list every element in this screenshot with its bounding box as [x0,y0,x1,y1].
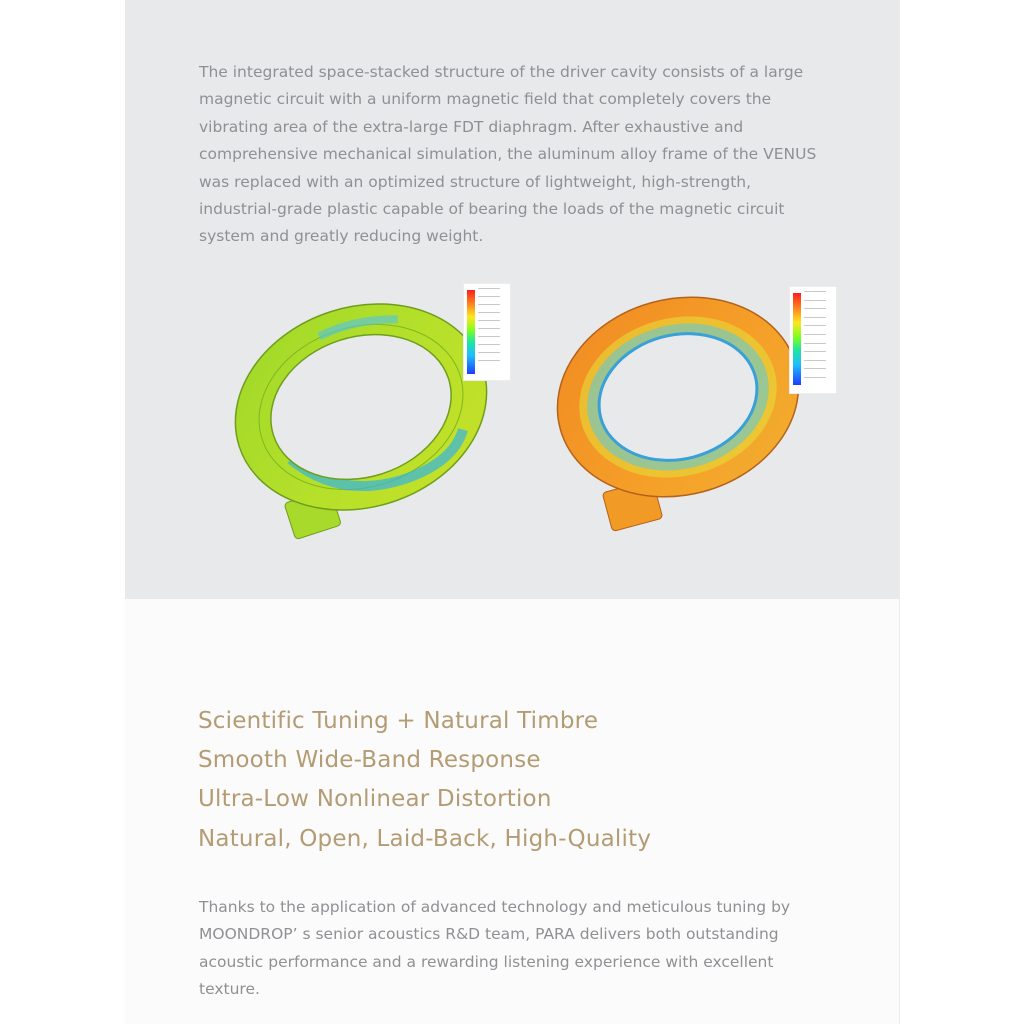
closing-line: acoustic performance and a rewarding listening experience with excellent [199,952,774,971]
feature-item: Scientific Tuning + Natural Timbre [198,708,599,734]
closing-paragraph [199,894,839,1004]
intro-line: system and greatly reducing weight. [199,227,484,246]
color-legend-left [463,283,511,381]
feature-item: Smooth Wide-Band Response [198,747,541,774]
intro-paragraph [199,59,839,251]
feature-list [198,702,651,859]
intro-line: vibrating area of the extra-large FDT diaphragm. After exhaustive and [199,117,744,136]
color-legend-right [789,286,837,394]
closing-line: MOONDROP’ s senior acoustics R&D team, PARA delivers both outstanding [199,925,779,944]
intro-line: was replaced with an optimized structure of lightweight, high-strength, [199,172,752,191]
legend-ticks [478,288,508,368]
legend-color-bar [467,290,475,374]
simulation-panel [125,0,899,599]
legend-color-bar [793,293,801,385]
closing-line: Thanks to the application of advanced technology and meticulous tuning by [199,898,791,916]
intro-line: comprehensive mechanical simulation, the aluminum alloy frame of the VENUS [199,145,817,164]
intro-line: magnetic circuit with a uniform magnetic field that completely covers the [199,90,772,109]
intro-line: industrial-grade plastic capable of bearing the loads of the magnetic circuit [199,200,785,219]
feature-item: Natural, Open, Laid-Back, High-Quality [198,825,652,852]
closing-line: texture. [199,980,260,999]
content-column [125,0,900,1024]
legend-ticks [804,291,834,386]
feature-item: Ultra-Low Nonlinear Distortion [198,786,552,813]
intro-line: The integrated space-stacked structure of the driver cavity consists of a large [199,63,804,81]
